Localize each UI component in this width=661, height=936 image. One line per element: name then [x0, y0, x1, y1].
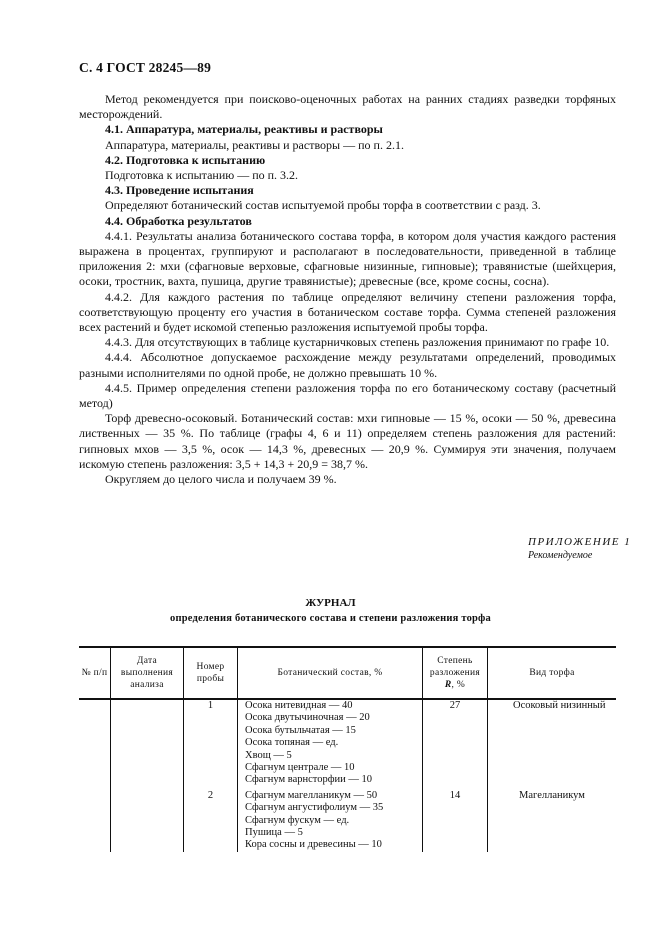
journal-subtitle: определения ботанического состава и степени разложения торфа [170, 613, 491, 624]
section-4-2-heading: 4.2. Подготовка к испытанию [105, 152, 266, 167]
section-4-4-heading: 4.4. Обработка результатов [105, 213, 252, 228]
rounding-paragraph: Округляем до целого числа и получаем 39 %. [105, 472, 337, 487]
col-header-composition: Ботанический состав, % [238, 647, 423, 699]
section-4-1-heading: 4.1. Аппаратура, материалы, реактивы и растворы [105, 122, 383, 137]
degree-label: Степень разложения [429, 656, 481, 678]
composition-item: Осока топяная — ед. [245, 737, 339, 749]
composition-item: Кора сосны и древесины — 10 [245, 839, 382, 851]
cell-num [79, 699, 111, 787]
cell-composition [238, 699, 423, 787]
composition-item: Осока нитевидная — 40 [245, 700, 353, 711]
cell-degree: 27 [423, 699, 488, 787]
section-4-2-text: Подготовка к испытанию — по п. 3.2. [105, 168, 299, 183]
cell-degree: 14 [423, 787, 488, 852]
journal-title: ЖУРНАЛ [305, 597, 356, 609]
cell-type: Осоковый низинный [488, 699, 617, 787]
cell-num [79, 787, 111, 852]
table-header-row [79, 647, 616, 699]
paragraph-4-4-2: 4.4.2. Для каждого растения по таблице определяют величину степени разложения торфа, соответствующую проценту его участия в ботаническом составе торфа. Сумма степеней разложения всех растений и будет искомой степенью разложения испытуемой пробы торфа. [79, 289, 616, 335]
col-header-degree [423, 647, 488, 699]
col-header-type: Вид торфа [488, 647, 617, 699]
col-header-sample: Номер пробы [184, 647, 238, 699]
example-paragraph: Торф древесно-осоковый. Ботанический состав: мхи гипновые — 15 %, осоки — 50 %, древесина лиственных — 35 %. По таблице (графы 4, 6 и 11) определяем степень разложения для растений: гипновых мхов — 3,5 %, осок — 14,3 %, древесных — 20,9 %. Суммируя эти значения, получаем искомую степень разложения: 3,5 + 14,3 + 20,9 = 38,7 %. [79, 411, 616, 471]
body-text [79, 92, 616, 487]
degree-unit: , % [451, 680, 466, 690]
journal-table [79, 646, 616, 852]
table-row [79, 699, 616, 787]
composition-item: Осока двутычиночная — 20 [245, 712, 370, 724]
page-header: С. 4 ГОСТ 28245—89 [79, 60, 212, 75]
appendix-status: Рекомендуемое [528, 550, 593, 561]
composition-item: Пушица — 5 [245, 827, 303, 839]
composition-item: Сфагнум магелланикум — 50 [245, 789, 378, 801]
cell-sample: 1 [184, 699, 238, 787]
cell-composition [238, 787, 423, 852]
paragraph-4-4-4: 4.4.4. Абсолютное допускаемое расхождение между результатами определений, проводимых разными исполнителями по одной пробе, не должно превышать 10 %. [79, 350, 616, 380]
cell-sample: 2 [184, 787, 238, 852]
section-4-3-heading: 4.3. Проведение испытания [105, 183, 254, 198]
composition-item: Сфагнум фускум — ед. [245, 814, 350, 826]
table-row [79, 787, 616, 852]
degree-symbol: R [444, 680, 452, 690]
appendix-number: ПРИЛОЖЕНИЕ 1 [528, 536, 632, 548]
paragraph-4-4-3: 4.4.3. Для отсутствующих в таблице кустарничковых степень разложения принимают по графе 10. [105, 335, 610, 350]
section-4-3-text: Определяют ботанический состав испытуемой пробы торфа в соответствии с разд. 3. [105, 198, 541, 213]
section-4-1-text: Аппаратура, материалы, реактивы и растворы — по п. 2.1. [105, 137, 404, 152]
cell-type: Магелланикум [488, 787, 617, 852]
composition-item: Сфагнум ангустифолиум — 35 [245, 802, 384, 814]
intro-paragraph: Метод рекомендуется при поисково-оценочных работах на ранних стадиях разведки торфяных месторождений. [79, 92, 616, 122]
col-header-date: Дата выполнения анализа [111, 647, 184, 699]
composition-item: Осока бутыльчатая — 15 [245, 724, 356, 736]
paragraph-4-4-5: 4.4.5. Пример определения степени разложения торфа по его ботаническому составу (расчетный метод) [79, 380, 616, 411]
appendix-label [528, 535, 631, 563]
composition-item: Сфагнум варнсторфии — 10 [245, 774, 373, 786]
paragraph-4-4-1: 4.4.1. Результаты анализа ботанического состава торфа, в котором доля участия каждого растения выражена в процентах, группируют и располагают в последовательности, приведенной в таблице приложения 2: мхи (сфагновые верховые, сфагновые низинные, гипновые); травянистые (шейхцерия, осоки, тростник, вахта, пушица, другие травянистые); древесные (все, кроме сосны, сосна). [79, 228, 616, 289]
composition-item: Хвощ — 5 [245, 749, 292, 761]
cell-date [111, 699, 184, 787]
col-header-num: № п/п [79, 647, 111, 699]
cell-date [111, 787, 184, 852]
composition-item: Сфагнум централе — 10 [245, 762, 355, 774]
